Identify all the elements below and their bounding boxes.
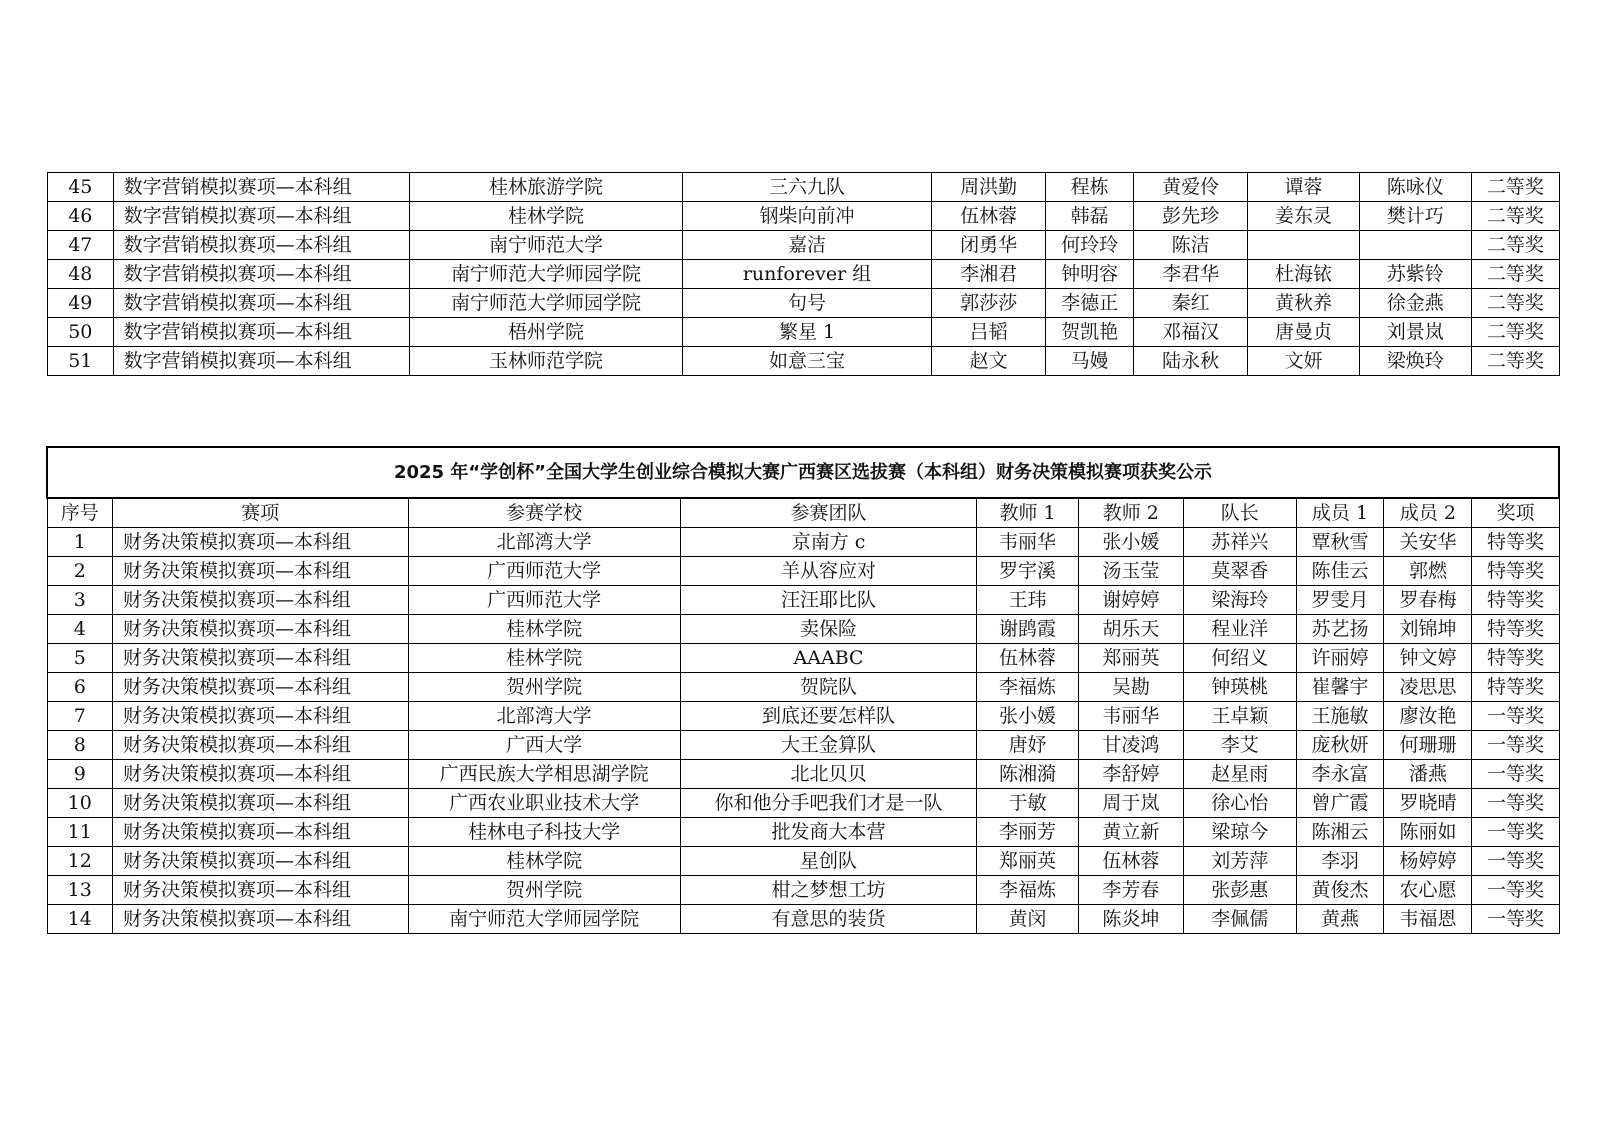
table-cell: 贺州学院 [408,673,680,702]
table-cell: 如意三宝 [682,347,931,376]
table-cell: 梁海玲 [1184,586,1297,615]
table-cell: 文妍 [1248,347,1360,376]
table-row [47,818,1559,847]
table-cell: 广西师范大学 [408,586,680,615]
table-cell: 谢鹍霞 [977,615,1078,644]
table-cell [1248,231,1360,260]
table-row [47,847,1559,876]
table-cell: 陈洁 [1134,231,1248,260]
table-cell: 程业洋 [1184,615,1297,644]
table-cell: 2 [47,557,112,586]
table-cell: 47 [48,231,114,260]
table-cell: 14 [47,905,112,934]
table-cell: 李艾 [1184,731,1297,760]
table-cell: 财务决策模拟赛项—本科组 [112,557,408,586]
table-cell: 卖保险 [680,615,977,644]
table-cell: 周于岚 [1078,789,1183,818]
table-cell: 贺凯艳 [1046,318,1134,347]
table-cell: 李君华 [1134,260,1248,289]
table-cell: 13 [47,876,112,905]
table-cell: 南宁师范大学师园学院 [410,260,683,289]
table-cell: 特等奖 [1472,673,1559,702]
table-cell: 周洪勤 [932,173,1046,202]
table-cell: 财务决策模拟赛项—本科组 [112,818,408,847]
table-cell: 马嫚 [1046,347,1134,376]
table-row [48,318,1560,347]
table-cell: 伍林蓉 [1078,847,1183,876]
table-cell: 农心愿 [1384,876,1472,905]
table-cell: 李佩儒 [1184,905,1297,934]
column-header: 序号 [47,498,112,528]
table-cell: 贺州学院 [408,876,680,905]
table-cell: 一等奖 [1472,876,1559,905]
table-cell: 嘉洁 [682,231,931,260]
table-cell: 南宁师范大学 [410,231,683,260]
table-cell: 财务决策模拟赛项—本科组 [112,528,408,557]
table-cell: 谭蓉 [1248,173,1360,202]
table-cell: 二等奖 [1471,202,1559,231]
table-cell: 一等奖 [1472,905,1559,934]
table-cell: runforever 组 [682,260,931,289]
table-cell: 陈佳云 [1296,557,1384,586]
table-cell: 49 [48,289,114,318]
table-row [47,557,1559,586]
table-cell: 3 [47,586,112,615]
table-cell: 汪汪耶比队 [680,586,977,615]
table-cell: 北北贝贝 [680,760,977,789]
column-header: 奖项 [1472,498,1559,528]
table-cell: 钢柴向前冲 [682,202,931,231]
table-cell: 广西大学 [408,731,680,760]
table-row [47,905,1559,934]
table-cell: 许丽婷 [1296,644,1384,673]
table-cell: 陆永秋 [1134,347,1248,376]
table-cell: 韦福恩 [1384,905,1472,934]
table-cell: 黄秋养 [1248,289,1360,318]
table-cell: 梁琼今 [1184,818,1297,847]
table-cell: 吴勘 [1078,673,1183,702]
table-title-row [47,447,1559,498]
table-cell: 罗雯月 [1296,586,1384,615]
table-cell: 陈丽如 [1384,818,1472,847]
table-cell: 王玮 [977,586,1078,615]
table-cell: 数字营销模拟赛项—本科组 [113,173,409,202]
table-cell: 梧州学院 [410,318,683,347]
table-cell: 京南方 c [680,528,977,557]
table-cell: 特等奖 [1472,644,1559,673]
table-cell: 南宁师范大学师园学院 [410,289,683,318]
column-header: 教师 2 [1078,498,1183,528]
table-cell: 李永富 [1296,760,1384,789]
table-cell: 李福炼 [977,876,1078,905]
table-cell: 陈湘漪 [977,760,1078,789]
table-cell: 吕韬 [932,318,1046,347]
table-row [48,231,1560,260]
table-cell: 李福炼 [977,673,1078,702]
table-row [47,644,1559,673]
table-cell: 繁星 1 [682,318,931,347]
table-cell: 郭莎莎 [932,289,1046,318]
table-cell: 玉林师范学院 [410,347,683,376]
table-cell: 贺院队 [680,673,977,702]
table-cell: 8 [47,731,112,760]
table-cell [1359,231,1471,260]
table-cell: 胡乐天 [1078,615,1183,644]
table-cell: 特等奖 [1472,586,1559,615]
table-cell: 12 [47,847,112,876]
table-row [47,760,1559,789]
table-row [47,876,1559,905]
table-cell: 程栋 [1046,173,1134,202]
results-table-financial-decision [46,446,1560,934]
table-cell: 羊从容应对 [680,557,977,586]
table-cell: 财务决策模拟赛项—本科组 [112,673,408,702]
table-cell: 45 [48,173,114,202]
table-cell: 11 [47,818,112,847]
table-cell: 王施敏 [1296,702,1384,731]
table-cell: 桂林电子科技大学 [408,818,680,847]
table-row [47,528,1559,557]
table-cell: 郑丽英 [1078,644,1183,673]
table-row [48,347,1560,376]
table-cell: 伍林蓉 [977,644,1078,673]
table-cell: 樊计巧 [1359,202,1471,231]
table-cell: 刘芳萍 [1184,847,1297,876]
table-cell: 二等奖 [1471,173,1559,202]
table-row [48,173,1560,202]
table-title: 2025 年“学创杯”全国大学生创业综合模拟大赛广西赛区选拔赛（本科组）财务决策模拟赛项获奖公示 [47,447,1559,498]
table-cell: 钟文婷 [1384,644,1472,673]
table-cell: 李舒婷 [1078,760,1183,789]
table-cell: 张彭惠 [1184,876,1297,905]
table-cell: 李丽芳 [977,818,1078,847]
column-header: 成员 2 [1384,498,1472,528]
table-cell: 李羽 [1296,847,1384,876]
table-cell: 唐妤 [977,731,1078,760]
table-cell: 财务决策模拟赛项—本科组 [112,760,408,789]
table-cell: 崔馨宇 [1296,673,1384,702]
table-cell: 潘燕 [1384,760,1472,789]
table-cell: 伍林蓉 [932,202,1046,231]
table-cell: 一等奖 [1472,818,1559,847]
table-body [48,173,1560,376]
table-cell: 7 [47,702,112,731]
table-cell: 桂林旅游学院 [410,173,683,202]
table-cell: 二等奖 [1471,289,1559,318]
table-cell: 有意思的装货 [680,905,977,934]
table-cell: 特等奖 [1472,615,1559,644]
table-cell: 46 [48,202,114,231]
table-row [47,673,1559,702]
table-cell: 张小媛 [1078,528,1183,557]
table-cell: 财务决策模拟赛项—本科组 [112,731,408,760]
table-cell: 苏祥兴 [1184,528,1297,557]
table-cell: 二等奖 [1471,260,1559,289]
table-cell: 5 [47,644,112,673]
table-cell: 财务决策模拟赛项—本科组 [112,702,408,731]
column-header: 队长 [1184,498,1297,528]
table-row [47,702,1559,731]
table-cell: 桂林学院 [408,847,680,876]
table-cell: 苏艺扬 [1296,615,1384,644]
table-cell: 桂林学院 [408,615,680,644]
column-header: 参赛团队 [680,498,977,528]
table-cell: 48 [48,260,114,289]
table-cell: 黄燕 [1296,905,1384,934]
table-cell: 黄俊杰 [1296,876,1384,905]
table-cell: 郑丽英 [977,847,1078,876]
table-cell: 广西师范大学 [408,557,680,586]
table-cell: 钟瑛桃 [1184,673,1297,702]
table-cell: 黄闵 [977,905,1078,934]
table-cell: 财务决策模拟赛项—本科组 [112,586,408,615]
table-row [48,289,1560,318]
table-cell: 10 [47,789,112,818]
table-cell: 一等奖 [1472,847,1559,876]
table-cell: AAABC [680,644,977,673]
table-cell: 覃秋雪 [1296,528,1384,557]
table-cell: 三六九队 [682,173,931,202]
table-cell: 数字营销模拟赛项—本科组 [113,289,409,318]
table-cell: 黄爱伶 [1134,173,1248,202]
table-cell: 特等奖 [1472,557,1559,586]
table-cell: 郭燃 [1384,557,1472,586]
table-cell: 徐心怡 [1184,789,1297,818]
table-cell: 你和他分手吧我们才是一队 [680,789,977,818]
table-cell: 一等奖 [1472,702,1559,731]
table-header-row [47,498,1559,528]
table-cell: 罗春梅 [1384,586,1472,615]
table-cell: 关安华 [1384,528,1472,557]
table-cell: 数字营销模拟赛项—本科组 [113,260,409,289]
table-cell: 李德正 [1046,289,1134,318]
table-row [47,615,1559,644]
table-cell: 张小媛 [977,702,1078,731]
table-body [47,528,1559,934]
table-cell: 财务决策模拟赛项—本科组 [112,644,408,673]
table-cell: 杜海铱 [1248,260,1360,289]
table-cell: 刘锦坤 [1384,615,1472,644]
table-cell: 财务决策模拟赛项—本科组 [112,876,408,905]
table-cell: 罗晓晴 [1384,789,1472,818]
column-header: 赛项 [112,498,408,528]
table-cell: 赵星雨 [1184,760,1297,789]
table-cell: 赵文 [932,347,1046,376]
table-cell: 9 [47,760,112,789]
table-cell: 星创队 [680,847,977,876]
table-cell: 彭先珍 [1134,202,1248,231]
table-cell: 4 [47,615,112,644]
table-cell: 韩磊 [1046,202,1134,231]
table-cell: 于敏 [977,789,1078,818]
table-cell: 姜东灵 [1248,202,1360,231]
table-row [47,789,1559,818]
table-cell: 一等奖 [1472,731,1559,760]
table-cell: 大王金算队 [680,731,977,760]
table-cell: 北部湾大学 [408,702,680,731]
table-cell: 1 [47,528,112,557]
table-cell: 二等奖 [1471,318,1559,347]
table-cell: 财务决策模拟赛项—本科组 [112,905,408,934]
table-cell: 李湘君 [932,260,1046,289]
table-cell: 杨婷婷 [1384,847,1472,876]
table-cell: 财务决策模拟赛项—本科组 [112,847,408,876]
table-cell: 何珊珊 [1384,731,1472,760]
table-cell: 句号 [682,289,931,318]
results-table-digital-marketing [47,172,1560,376]
table-cell: 二等奖 [1471,347,1559,376]
table-cell: 甘凌鸿 [1078,731,1183,760]
table-cell: 李芳春 [1078,876,1183,905]
column-header: 教师 1 [977,498,1078,528]
table-cell: 财务决策模拟赛项—本科组 [112,789,408,818]
table-cell: 一等奖 [1472,760,1559,789]
table-cell: 广西民族大学相思湖学院 [408,760,680,789]
table-cell: 何绍义 [1184,644,1297,673]
column-header: 参赛学校 [408,498,680,528]
table-cell: 50 [48,318,114,347]
table-row [48,202,1560,231]
table-cell: 数字营销模拟赛项—本科组 [113,202,409,231]
table-cell: 柑之梦想工坊 [680,876,977,905]
table-cell: 庞秋妍 [1296,731,1384,760]
table-cell: 罗宇溪 [977,557,1078,586]
table-cell: 批发商大本营 [680,818,977,847]
table-cell: 财务决策模拟赛项—本科组 [112,615,408,644]
table-cell: 谢婷婷 [1078,586,1183,615]
table-cell: 一等奖 [1472,789,1559,818]
table-cell: 数字营销模拟赛项—本科组 [113,347,409,376]
table-cell: 王卓颖 [1184,702,1297,731]
table-cell: 苏紫铃 [1359,260,1471,289]
table-cell: 到底还要怎样队 [680,702,977,731]
table-cell: 南宁师范大学师园学院 [408,905,680,934]
table-cell: 梁焕玲 [1359,347,1471,376]
table-cell: 数字营销模拟赛项—本科组 [113,231,409,260]
table-cell: 桂林学院 [410,202,683,231]
table-cell: 刘景岚 [1359,318,1471,347]
table-cell: 徐金燕 [1359,289,1471,318]
table-cell: 汤玉莹 [1078,557,1183,586]
table-cell: 广西农业职业技术大学 [408,789,680,818]
table-cell: 何玲玲 [1046,231,1134,260]
table-cell: 黄立新 [1078,818,1183,847]
table-cell: 莫翠香 [1184,557,1297,586]
table-cell: 特等奖 [1472,528,1559,557]
table-cell: 秦红 [1134,289,1248,318]
table-cell: 廖汝艳 [1384,702,1472,731]
table-row [48,260,1560,289]
table-cell: 6 [47,673,112,702]
table-cell: 钟明容 [1046,260,1134,289]
table-cell: 韦丽华 [1078,702,1183,731]
table-row [47,586,1559,615]
table-cell: 邓福汉 [1134,318,1248,347]
table-cell: 凌思思 [1384,673,1472,702]
table-cell: 陈咏仪 [1359,173,1471,202]
table-cell: 51 [48,347,114,376]
table-cell: 桂林学院 [408,644,680,673]
table-cell: 曾广霞 [1296,789,1384,818]
table-cell: 北部湾大学 [408,528,680,557]
table-row [47,731,1559,760]
table-cell: 韦丽华 [977,528,1078,557]
table-cell: 数字营销模拟赛项—本科组 [113,318,409,347]
table-cell: 陈炎坤 [1078,905,1183,934]
column-header: 成员 1 [1296,498,1384,528]
table-cell: 二等奖 [1471,231,1559,260]
table-cell: 陈湘云 [1296,818,1384,847]
table-cell: 闭勇华 [932,231,1046,260]
table-cell: 唐曼贞 [1248,318,1360,347]
